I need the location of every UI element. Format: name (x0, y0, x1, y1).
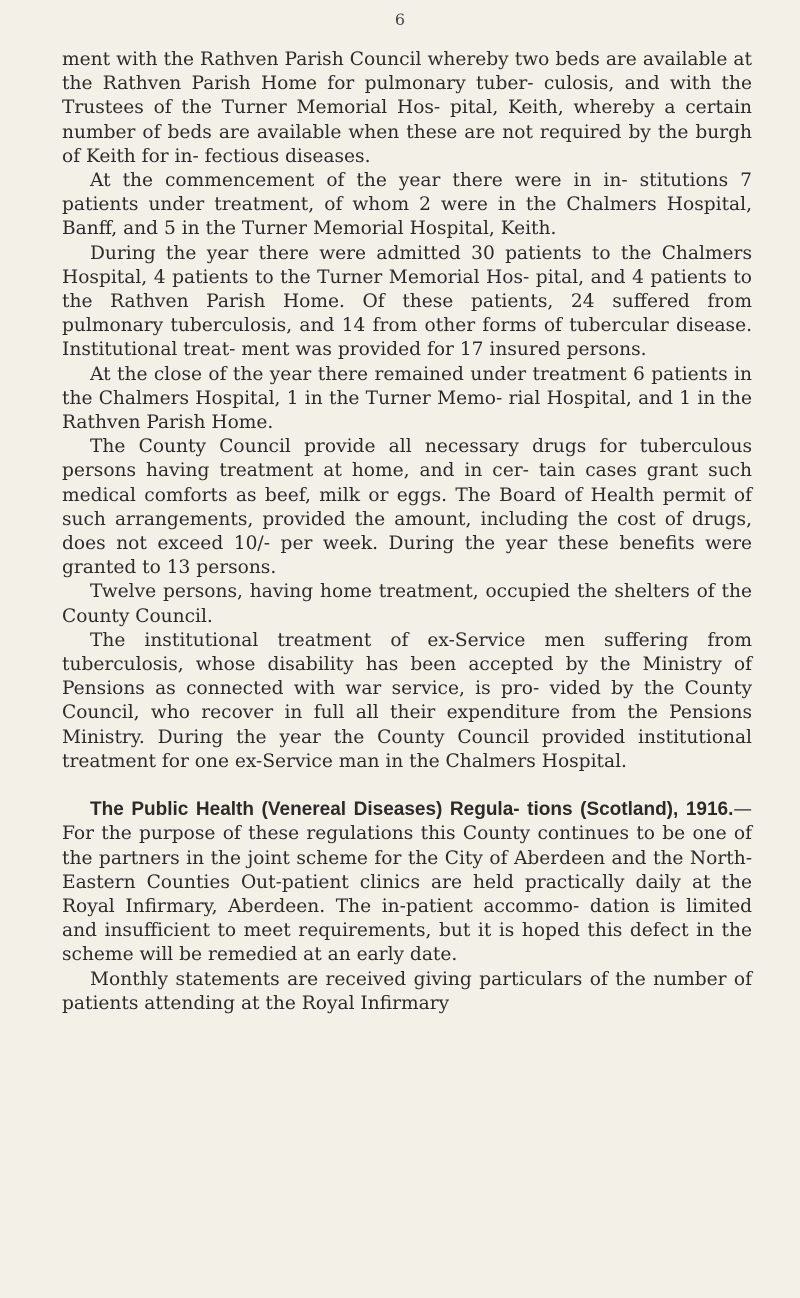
paragraph-monthly-statements: Monthly statements are received giving particulars of the number of patients attending at the Royal Infirmary (62, 968, 752, 1014)
paragraph-drugs: The County Council provide all necessary drugs for tuberculous persons having treatment at home, and in cer- tain cases grant such medical comforts as beef, milk or eggs. The Board of Health permit of such arrangements, provided the amount, including the cost of drugs, does not exceed 10/- per week. During the year these benefits were granted to 13 persons. (62, 436, 752, 579)
paragraph-shelters: Twelve persons, having home treatment, occupied the shelters of the County Council. (62, 581, 752, 627)
paragraph-ex-service: The institutional treatment of ex-Service men suffering from tuberculosis, whose disability has been accepted by the Ministry of Pensions as connected with war service, is pro- vided by the County Council, who recover in full all their expenditure from the Pensions Ministry. During the year the County Council provided institutional treatment for one ex-Service man in the Chalmers Hospital. (62, 629, 752, 772)
section-venereal-diseases (62, 798, 752, 967)
section-text: —For the purpose of these regulations this County continues to be one of the partners in the joint scheme for the City of Aberdeen and the North-Eastern Counties Out-patient clinics are held practically daily at the Royal Infirmary, Aberdeen. The in-patient accommo- dation is limited and insufficient to meet requirements, but it is hoped this defect in the scheme will be remedied at an early date. (62, 799, 752, 966)
section-heading: The Public Health (Venereal Diseases) Regula- tions (Scotland), 1916. (90, 799, 734, 821)
section-gap (62, 774, 752, 798)
page-number: 6 (394, 10, 406, 29)
paragraph-continuation: ment with the Rathven Parish Council whereby two beds are available at the Rathven Parish Home for pulmonary tuber- culosis, and with the Trustees of the Turner Memorial Hos- pital, Keith, whereby a certain number of beds are available when these are not required by the burgh of Keith for in- fectious diseases. (62, 49, 752, 167)
body-text (62, 48, 752, 1016)
paragraph-admissions: During the year there were admitted 30 patients to the Chalmers Hospital, 4 patients to the Turner Memorial Hos- pital, and 4 patients to the Rathven Parish Home. Of these patients, 24 suffered from pulmonary tuberculosis, and 14 from other forms of tubercular disease. Institutional treat- ment was provided for 17 insured persons. (62, 242, 752, 361)
paragraph-commencement: At the commencement of the year there were in in- stitutions 7 patients under treatment, of whom 2 were in the Chalmers Hospital, Banff, and 5 in the Turner Memorial Hospital, Keith. (62, 170, 752, 240)
paragraph-close-of-year: At the close of the year there remained under treatment 6 patients in the Chalmers Hospital, 1 in the Turner Memo- rial Hospital, and 1 in the Rathven Parish Home. (62, 363, 752, 434)
